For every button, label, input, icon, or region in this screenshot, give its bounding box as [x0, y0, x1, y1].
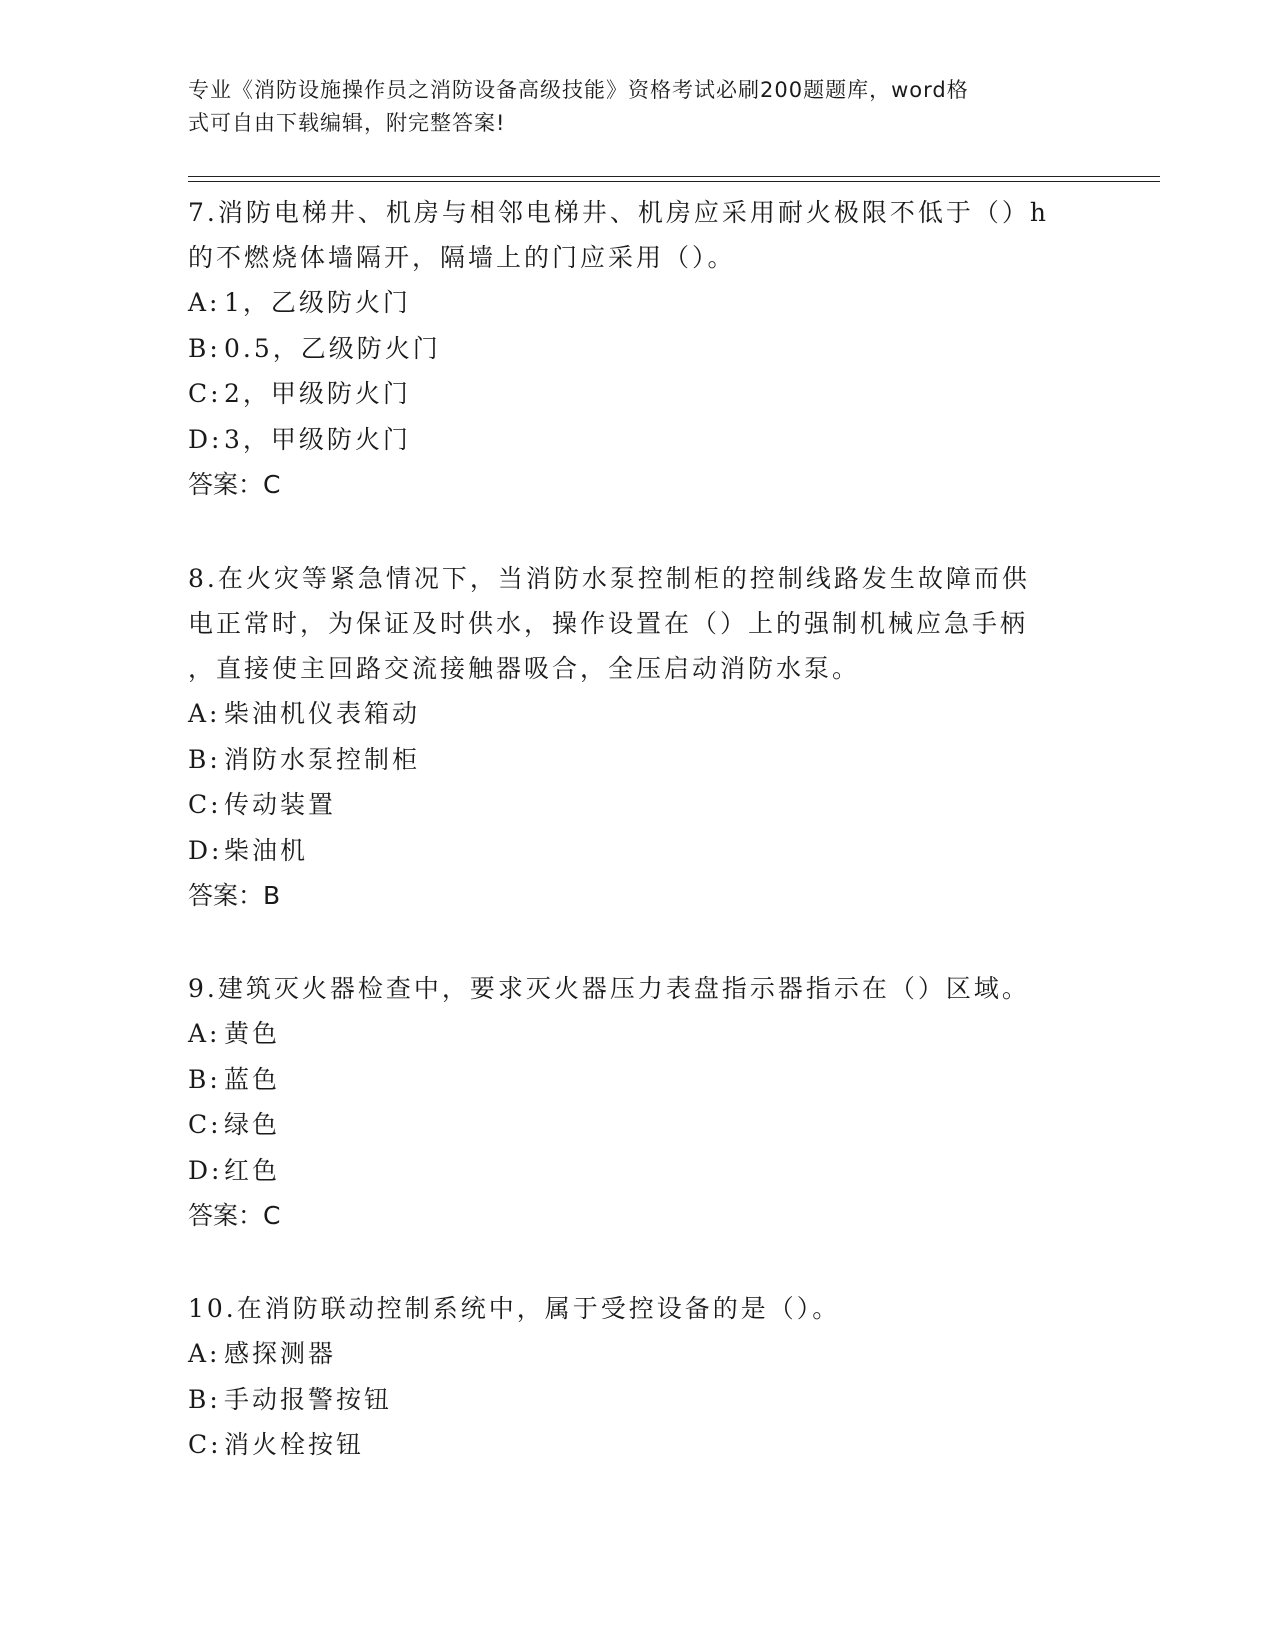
option-text: 红色 — [224, 1155, 281, 1185]
header-line-2: 式可自由下载编辑，附完整答案! — [188, 111, 506, 135]
option-a — [188, 691, 1088, 737]
option-text: 1，乙级防火门 — [224, 288, 411, 317]
option-b — [188, 1377, 1088, 1423]
option-d — [188, 1148, 1088, 1194]
option-b — [188, 737, 1088, 783]
option-b — [188, 1057, 1088, 1103]
option-text: 3，甲级防火门 — [224, 424, 411, 454]
option-a — [188, 280, 1088, 326]
question-stem-line: 8.在火灾等紧急情况下，当消防水泵控制柜的控制线路发生故障而供 — [188, 564, 1030, 593]
option-text: 绿色 — [224, 1110, 281, 1139]
option-key: B: — [188, 1384, 221, 1414]
option-a — [188, 1011, 1088, 1057]
question-stem-line: 7.消防电梯井、机房与相邻电梯井、机房应采用耐火极限不低于（）h — [188, 198, 1049, 227]
option-text: 0.5，乙级防火门 — [224, 333, 441, 363]
option-text: 黄色 — [224, 1019, 281, 1048]
option-key: D: — [188, 835, 223, 865]
option-c — [188, 1422, 1088, 1468]
option-key: D: — [188, 1155, 223, 1185]
option-text: 蓝色 — [224, 1064, 281, 1094]
option-c — [188, 1102, 1088, 1148]
option-key: C: — [188, 1110, 222, 1139]
option-key: C: — [188, 379, 222, 408]
option-key: B: — [188, 1064, 221, 1094]
answer-line: 答案：C — [188, 470, 281, 499]
option-key: A: — [188, 1339, 221, 1368]
option-key: C: — [188, 790, 222, 819]
option-c — [188, 782, 1088, 828]
question-stem-line: 的不燃烧体墙隔开，隔墙上的门应采用（）。 — [188, 243, 736, 272]
question-10 — [188, 1286, 1088, 1468]
question-9 — [188, 966, 1088, 1238]
option-key: A: — [188, 288, 221, 317]
option-text: 消火栓按钮 — [224, 1430, 365, 1459]
option-key: C: — [188, 1430, 222, 1459]
option-text: 2，甲级防火门 — [224, 379, 411, 408]
option-a — [188, 1331, 1088, 1377]
option-b — [188, 326, 1088, 372]
option-key: A: — [188, 699, 221, 728]
option-c — [188, 371, 1088, 417]
question-7 — [188, 190, 1088, 507]
option-text: 柴油机仪表箱动 — [224, 699, 421, 728]
document-header — [188, 74, 1088, 140]
option-key: D: — [188, 424, 223, 454]
header-line-1: 专业《消防设施操作员之消防设备高级技能》资格考试必刷200题题库，word格 — [188, 78, 969, 102]
option-key: A: — [188, 1019, 221, 1048]
question-stem-line: 10.在消防联动控制系统中，属于受控设备的是（）。 — [188, 1294, 841, 1323]
option-d — [188, 417, 1088, 463]
question-stem-line: 9.建筑灭火器检查中，要求灭火器压力表盘指示器指示在（）区域。 — [188, 974, 1030, 1003]
answer-line: 答案：C — [188, 1201, 281, 1230]
option-text: 消防水泵控制柜 — [224, 744, 421, 774]
question-stem-line: ，直接使主回路交流接触器吸合，全压启动消防水泵。 — [188, 654, 861, 683]
option-key: B: — [188, 744, 221, 774]
option-text: 柴油机 — [224, 835, 309, 865]
option-key: B: — [188, 333, 221, 363]
question-8 — [188, 556, 1088, 918]
option-d — [188, 828, 1088, 874]
option-text: 手动报警按钮 — [224, 1384, 393, 1414]
option-text: 传动装置 — [224, 790, 337, 819]
question-stem-line: 电正常时，为保证及时供水，操作设置在（）上的强制机械应急手柄 — [188, 609, 1029, 638]
answer-line: 答案：B — [188, 881, 281, 910]
header-divider-bottom — [188, 181, 1160, 182]
header-divider-top — [188, 176, 1160, 177]
option-text: 感探测器 — [224, 1339, 337, 1368]
